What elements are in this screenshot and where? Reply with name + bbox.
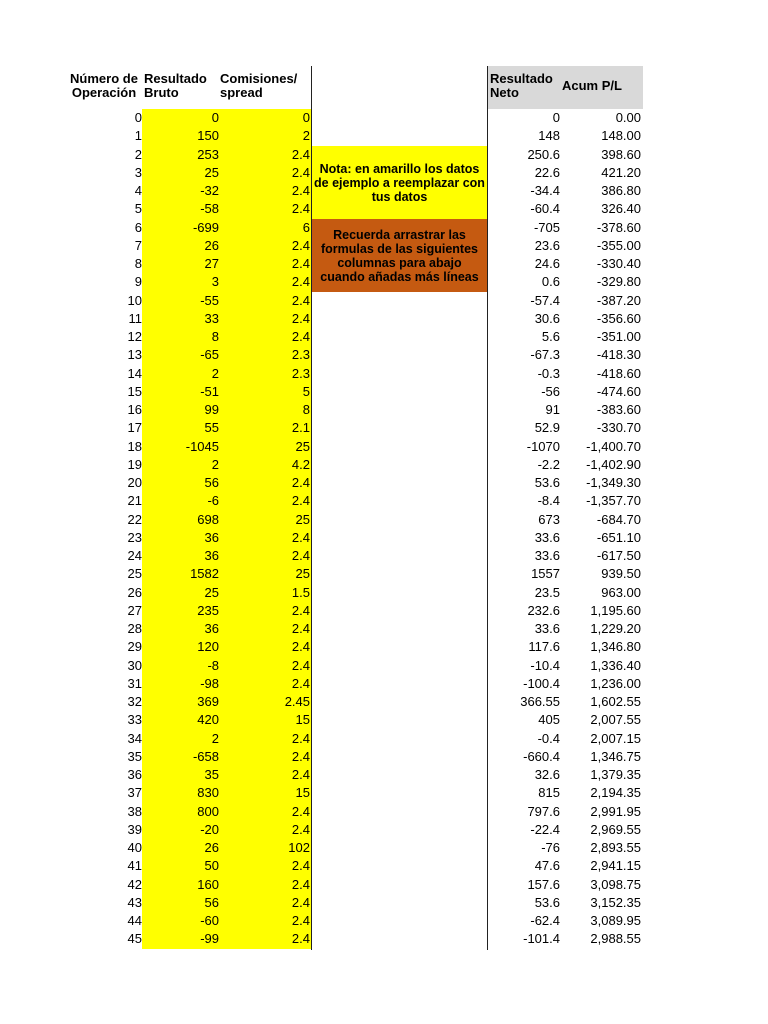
commission-cell[interactable]: 2.4 xyxy=(291,310,310,326)
gross-result-cell[interactable]: 150 xyxy=(197,128,219,144)
net-result-cell[interactable]: 250.6 xyxy=(527,146,560,162)
table-row xyxy=(0,730,768,748)
commission-cell[interactable]: 2.4 xyxy=(291,548,310,563)
operation-number-cell[interactable]: 18 xyxy=(127,438,142,454)
commission-cell[interactable]: 2.4 xyxy=(291,256,310,271)
commission-cell[interactable]: 2.4 xyxy=(291,237,310,253)
header-commission-spread[interactable]: Comisiones/ spread xyxy=(220,71,298,100)
gross-result-cell[interactable]: 50 xyxy=(204,858,219,874)
table-row xyxy=(0,638,768,656)
table-row xyxy=(0,748,768,766)
gross-result-cell[interactable]: 33 xyxy=(204,310,219,326)
operation-number-cell[interactable]: 41 xyxy=(127,858,142,874)
operation-number-cell[interactable]: 6 xyxy=(134,219,142,235)
operation-number-cell[interactable]: 4 xyxy=(134,183,142,198)
net-result-cell[interactable]: 33.6 xyxy=(534,529,560,545)
cumulative-pl-cell[interactable]: -355.00 xyxy=(596,237,641,253)
operation-number-cell[interactable]: 29 xyxy=(127,639,142,655)
operation-number-cell[interactable]: 31 xyxy=(127,675,142,691)
gross-result-cell[interactable]: 2 xyxy=(211,730,219,746)
gross-result-cell[interactable]: 27 xyxy=(204,256,219,271)
header-gross-result[interactable]: Resultado Bruto xyxy=(144,71,207,100)
operation-number-cell[interactable]: 13 xyxy=(127,347,142,363)
cumulative-pl-cell[interactable]: -383.60 xyxy=(596,402,641,417)
table-row xyxy=(0,219,768,237)
gross-result-cell[interactable]: -55 xyxy=(200,292,219,308)
cumulative-pl-cell[interactable]: -378.60 xyxy=(596,219,641,235)
table-row xyxy=(0,930,768,948)
table-row xyxy=(0,146,768,164)
commission-cell[interactable]: 2.3 xyxy=(291,365,310,381)
operation-number-cell[interactable]: 25 xyxy=(127,566,142,582)
table-row xyxy=(0,419,768,437)
header-operation-number[interactable]: Número de Operación xyxy=(70,71,138,100)
table-row xyxy=(0,547,768,565)
operation-number-cell[interactable]: 33 xyxy=(127,712,142,728)
cumulative-pl-cell[interactable]: 2,941.15 xyxy=(590,858,641,874)
cumulative-pl-cell[interactable]: -356.60 xyxy=(596,310,641,326)
net-result-cell[interactable]: 148 xyxy=(538,128,560,144)
gross-result-cell[interactable]: 8 xyxy=(211,329,219,344)
cumulative-pl-cell[interactable]: 1,602.55 xyxy=(590,694,641,709)
gross-result-cell[interactable]: 26 xyxy=(204,237,219,253)
cumulative-pl-cell[interactable]: -1,357.70 xyxy=(586,493,641,509)
cumulative-pl-cell[interactable]: 963.00 xyxy=(601,584,641,600)
table-row xyxy=(0,803,768,821)
commission-cell[interactable]: 5 xyxy=(302,383,310,399)
table-row xyxy=(0,474,768,492)
net-result-cell[interactable]: 815 xyxy=(538,785,560,801)
commission-cell[interactable]: 15 xyxy=(295,785,310,801)
commission-cell[interactable]: 2.4 xyxy=(291,493,310,509)
net-result-cell[interactable]: 797.6 xyxy=(527,803,560,819)
cumulative-pl-cell[interactable]: 2,991.95 xyxy=(590,803,641,819)
operation-number-cell[interactable]: 15 xyxy=(127,383,142,399)
table-row xyxy=(0,766,768,784)
net-result-cell[interactable]: 53.6 xyxy=(534,894,560,910)
net-result-cell[interactable]: -10.4 xyxy=(530,657,560,673)
operation-number-cell[interactable]: 7 xyxy=(134,237,142,253)
table-row xyxy=(0,237,768,255)
net-result-cell[interactable]: -0.4 xyxy=(537,730,560,746)
operation-number-cell[interactable]: 35 xyxy=(127,748,142,764)
commission-cell[interactable]: 2 xyxy=(302,128,310,144)
gross-result-cell[interactable]: -58 xyxy=(200,201,219,217)
gross-result-cell[interactable]: -65 xyxy=(200,347,219,363)
operation-number-cell[interactable]: 0 xyxy=(134,110,142,125)
gross-result-cell[interactable]: 160 xyxy=(197,876,219,892)
cumulative-pl-cell[interactable]: -684.70 xyxy=(596,511,641,527)
net-result-cell[interactable]: -62.4 xyxy=(530,913,560,928)
table-row xyxy=(0,365,768,383)
gross-result-cell[interactable]: 369 xyxy=(197,694,219,709)
table-row xyxy=(0,839,768,857)
operation-number-cell[interactable]: 39 xyxy=(127,821,142,837)
operation-number-cell[interactable]: 26 xyxy=(127,584,142,600)
commission-cell[interactable]: 2.4 xyxy=(291,475,310,490)
gross-result-cell[interactable]: -658 xyxy=(192,748,219,764)
net-result-cell[interactable]: 24.6 xyxy=(534,256,560,271)
commission-cell[interactable]: 2.4 xyxy=(291,292,310,308)
gross-result-cell[interactable]: 2 xyxy=(211,365,219,381)
operation-number-cell[interactable]: 45 xyxy=(127,931,142,947)
table-row xyxy=(0,511,768,529)
cumulative-pl-cell[interactable]: -1,402.90 xyxy=(586,456,641,472)
cumulative-pl-cell[interactable]: 421.20 xyxy=(601,164,641,180)
table-row xyxy=(0,529,768,547)
net-result-cell[interactable]: 30.6 xyxy=(534,310,560,326)
net-result-cell[interactable]: 232.6 xyxy=(527,602,560,618)
gross-result-cell[interactable]: 698 xyxy=(197,511,219,527)
net-result-cell[interactable]: 5.6 xyxy=(541,329,560,344)
gross-result-cell[interactable]: 36 xyxy=(204,621,219,636)
cumulative-pl-cell[interactable]: 2,007.15 xyxy=(590,730,641,746)
cumulative-pl-cell[interactable]: 0.00 xyxy=(615,110,641,125)
cumulative-pl-cell[interactable]: 1,379.35 xyxy=(590,767,641,782)
commission-cell[interactable]: 8 xyxy=(302,402,310,417)
cumulative-pl-cell[interactable]: -351.00 xyxy=(596,329,641,344)
cumulative-pl-cell[interactable]: 1,336.40 xyxy=(590,657,641,673)
commission-cell[interactable]: 2.4 xyxy=(291,657,310,673)
table-row xyxy=(0,383,768,401)
cumulative-pl-cell[interactable]: 1,195.60 xyxy=(590,602,641,618)
commission-cell[interactable]: 2.4 xyxy=(291,183,310,198)
table-row xyxy=(0,328,768,346)
operation-number-cell[interactable]: 23 xyxy=(127,529,142,545)
gross-result-cell[interactable]: 1582 xyxy=(190,566,219,582)
operation-number-cell[interactable]: 22 xyxy=(127,511,142,527)
net-result-cell[interactable]: 23.5 xyxy=(534,584,560,600)
cumulative-pl-cell[interactable]: 326.40 xyxy=(601,201,641,217)
net-result-cell[interactable]: -34.4 xyxy=(530,183,560,198)
table-row xyxy=(0,711,768,729)
operation-number-cell[interactable]: 14 xyxy=(127,365,142,381)
net-result-cell[interactable]: -57.4 xyxy=(530,292,560,308)
gross-result-cell[interactable]: -98 xyxy=(200,675,219,691)
table-row xyxy=(0,127,768,145)
net-result-cell[interactable]: -2.2 xyxy=(537,456,560,472)
operation-number-cell[interactable]: 43 xyxy=(127,894,142,910)
gross-result-cell[interactable]: 56 xyxy=(204,475,219,490)
operation-number-cell[interactable]: 37 xyxy=(127,785,142,801)
gross-result-cell[interactable]: 0 xyxy=(211,110,219,125)
commission-cell[interactable]: 25 xyxy=(295,511,310,527)
table-row xyxy=(0,912,768,930)
net-result-cell[interactable]: -67.3 xyxy=(530,347,560,363)
commission-cell[interactable]: 2.45 xyxy=(284,694,310,709)
cumulative-pl-cell[interactable]: 3,098.75 xyxy=(590,876,641,892)
commission-cell[interactable]: 2.4 xyxy=(291,894,310,910)
gross-result-cell[interactable]: 36 xyxy=(204,529,219,545)
net-result-cell[interactable]: -22.4 xyxy=(530,821,560,837)
commission-cell[interactable]: 2.4 xyxy=(291,274,310,290)
gross-result-cell[interactable]: 235 xyxy=(197,602,219,618)
cumulative-pl-cell[interactable]: 3,152.35 xyxy=(590,894,641,910)
commission-cell[interactable]: 2.4 xyxy=(291,748,310,764)
table-row xyxy=(0,602,768,620)
note-yellow-text: Nota: en amarillo los datos de ejemplo a reemplazar con tus datos xyxy=(314,161,485,204)
cumulative-pl-cell[interactable]: 2,969.55 xyxy=(590,821,641,837)
table-row xyxy=(0,401,768,419)
commission-cell[interactable]: 2.4 xyxy=(291,639,310,655)
operation-number-cell[interactable]: 42 xyxy=(127,876,142,892)
table-row xyxy=(0,876,768,894)
gross-result-cell[interactable]: -699 xyxy=(192,219,219,235)
operation-number-cell[interactable]: 24 xyxy=(127,548,142,563)
net-result-cell[interactable]: 405 xyxy=(538,712,560,728)
gross-result-cell[interactable]: 99 xyxy=(204,402,219,417)
operation-number-cell[interactable]: 30 xyxy=(127,657,142,673)
data-rows xyxy=(0,109,768,949)
commission-cell[interactable]: 2.1 xyxy=(291,420,310,436)
gross-result-cell[interactable]: 120 xyxy=(197,639,219,655)
gross-result-cell[interactable]: 420 xyxy=(197,712,219,728)
commission-cell[interactable]: 0 xyxy=(302,110,310,125)
net-result-cell[interactable]: -660.4 xyxy=(523,748,560,764)
cumulative-pl-cell[interactable]: -474.60 xyxy=(596,383,641,399)
net-result-cell[interactable]: 53.6 xyxy=(534,475,560,490)
gross-result-cell[interactable]: 2 xyxy=(211,456,219,472)
header-cumulative-pl[interactable]: Acum P/L xyxy=(562,78,622,93)
net-result-cell[interactable]: 33.6 xyxy=(534,548,560,563)
commission-cell[interactable]: 25 xyxy=(295,438,310,454)
gross-result-cell[interactable]: 3 xyxy=(211,274,219,290)
cumulative-pl-cell[interactable]: -1,349.30 xyxy=(586,475,641,490)
gross-result-cell[interactable]: 25 xyxy=(204,584,219,600)
net-result-cell[interactable]: -101.4 xyxy=(523,931,560,947)
cumulative-pl-cell[interactable]: 1,346.80 xyxy=(590,639,641,655)
operation-number-cell[interactable]: 28 xyxy=(127,621,142,636)
table-row xyxy=(0,182,768,200)
operation-number-cell[interactable]: 16 xyxy=(127,402,142,417)
cumulative-pl-cell[interactable]: -330.40 xyxy=(596,256,641,271)
operation-number-cell[interactable]: 9 xyxy=(134,274,142,290)
gross-result-cell[interactable]: -1045 xyxy=(185,438,219,454)
commission-cell[interactable]: 2.3 xyxy=(291,347,310,363)
table-row xyxy=(0,857,768,875)
gross-result-cell[interactable]: 830 xyxy=(197,785,219,801)
net-result-cell[interactable]: -76 xyxy=(541,840,560,855)
commission-cell[interactable]: 2.4 xyxy=(291,201,310,217)
table-row xyxy=(0,310,768,328)
operation-number-cell[interactable]: 32 xyxy=(127,694,142,709)
commission-cell[interactable]: 2.4 xyxy=(291,858,310,874)
gross-result-cell[interactable]: -8 xyxy=(207,657,219,673)
commission-cell[interactable]: 2.4 xyxy=(291,931,310,947)
net-result-cell[interactable]: 47.6 xyxy=(534,858,560,874)
net-result-cell[interactable]: 91 xyxy=(545,402,560,417)
table-row xyxy=(0,200,768,218)
table-row xyxy=(0,164,768,182)
net-result-cell[interactable]: -1070 xyxy=(526,438,560,454)
gross-result-cell[interactable]: 56 xyxy=(204,894,219,910)
cumulative-pl-cell[interactable]: 148.00 xyxy=(601,128,641,144)
operation-number-cell[interactable]: 8 xyxy=(134,256,142,271)
table-row xyxy=(0,821,768,839)
net-result-cell[interactable]: 1557 xyxy=(531,566,560,582)
operation-number-cell[interactable]: 17 xyxy=(127,420,142,436)
net-result-cell[interactable]: -60.4 xyxy=(530,201,560,217)
cumulative-pl-cell[interactable]: 1,346.75 xyxy=(590,748,641,764)
operation-number-cell[interactable]: 3 xyxy=(134,164,142,180)
gross-result-cell[interactable]: 36 xyxy=(204,548,219,563)
operation-number-cell[interactable]: 38 xyxy=(127,803,142,819)
commission-cell[interactable]: 15 xyxy=(295,712,310,728)
gross-result-cell[interactable]: 800 xyxy=(197,803,219,819)
operation-number-cell[interactable]: 10 xyxy=(127,292,142,308)
cumulative-pl-cell[interactable]: 3,089.95 xyxy=(590,913,641,928)
commission-cell[interactable]: 102 xyxy=(288,840,310,855)
cumulative-pl-cell[interactable]: -330.70 xyxy=(596,420,641,436)
cumulative-pl-cell[interactable]: 2,194.35 xyxy=(590,785,641,801)
net-result-cell[interactable]: 22.6 xyxy=(534,164,560,180)
operation-number-cell[interactable]: 20 xyxy=(127,475,142,490)
cumulative-pl-cell[interactable]: 398.60 xyxy=(601,146,641,162)
table-row xyxy=(0,255,768,273)
operation-number-cell[interactable]: 44 xyxy=(127,913,142,928)
cumulative-pl-cell[interactable]: -651.10 xyxy=(596,529,641,545)
operation-number-cell[interactable]: 34 xyxy=(127,730,142,746)
gross-result-cell[interactable]: -60 xyxy=(200,913,219,928)
commission-cell[interactable]: 2.4 xyxy=(291,675,310,691)
cumulative-pl-cell[interactable]: 386.80 xyxy=(601,183,641,198)
net-result-cell[interactable]: 117.6 xyxy=(528,639,560,655)
commission-cell[interactable]: 2.4 xyxy=(291,803,310,819)
table-row xyxy=(0,584,768,602)
operation-number-cell[interactable]: 11 xyxy=(128,310,142,326)
table-row xyxy=(0,657,768,675)
net-result-cell[interactable]: 0.6 xyxy=(541,274,560,290)
commission-cell[interactable]: 2.4 xyxy=(291,876,310,892)
header-net-result[interactable]: Resultado Neto xyxy=(490,71,553,100)
cumulative-pl-cell[interactable]: 1,229.20 xyxy=(590,621,641,636)
operation-number-cell[interactable]: 36 xyxy=(127,767,142,782)
cumulative-pl-cell[interactable]: 1,236.00 xyxy=(590,675,641,691)
net-result-cell[interactable]: 673 xyxy=(538,511,560,527)
cumulative-pl-cell[interactable]: -1,400.70 xyxy=(586,438,641,454)
table-row xyxy=(0,109,768,127)
table-row xyxy=(0,894,768,912)
operation-number-cell[interactable]: 40 xyxy=(127,840,142,855)
gross-result-cell[interactable]: -20 xyxy=(200,821,219,837)
net-result-cell[interactable]: 52.9 xyxy=(534,420,560,436)
cumulative-pl-cell[interactable]: -418.30 xyxy=(596,347,641,363)
net-result-cell[interactable]: -705 xyxy=(533,219,560,235)
commission-cell[interactable]: 2.4 xyxy=(291,767,310,782)
net-result-cell[interactable]: 366.55 xyxy=(520,694,560,709)
operation-number-cell[interactable]: 27 xyxy=(127,602,142,618)
table-row xyxy=(0,292,768,310)
net-result-cell[interactable]: 33.6 xyxy=(534,621,560,636)
net-result-cell[interactable]: 32.6 xyxy=(534,767,560,782)
cumulative-pl-cell[interactable]: -329.80 xyxy=(596,274,641,290)
commission-cell[interactable]: 2.4 xyxy=(291,602,310,618)
commission-cell[interactable]: 2.4 xyxy=(291,164,310,180)
cumulative-pl-cell[interactable]: -418.60 xyxy=(596,365,641,381)
table-row xyxy=(0,438,768,456)
operation-number-cell[interactable]: 1 xyxy=(134,128,142,144)
note-orange-text: Recuerda arrastrar las formulas de las siguientes columnas para abajo cuando añadas más líneas xyxy=(320,227,479,284)
net-result-cell[interactable]: -56 xyxy=(541,383,560,399)
operation-number-cell[interactable]: 19 xyxy=(127,456,142,472)
commission-cell[interactable]: 2.4 xyxy=(291,913,310,928)
commission-cell[interactable]: 6 xyxy=(302,219,310,235)
operation-number-cell[interactable]: 21 xyxy=(127,493,142,509)
gross-result-cell[interactable]: 253 xyxy=(197,146,219,162)
cumulative-pl-cell[interactable]: 939.50 xyxy=(601,566,641,582)
operation-number-cell[interactable]: 5 xyxy=(134,201,142,217)
cumulative-pl-cell[interactable]: -387.20 xyxy=(596,292,641,308)
table-row xyxy=(0,565,768,583)
cumulative-pl-cell[interactable]: 2,893.55 xyxy=(590,840,641,855)
commission-cell[interactable]: 1.5 xyxy=(291,584,310,600)
table-row xyxy=(0,456,768,474)
net-result-cell[interactable]: 0 xyxy=(552,110,560,125)
net-result-cell[interactable]: 157.6 xyxy=(527,876,560,892)
net-result-cell[interactable]: -8.4 xyxy=(537,493,560,509)
operation-number-cell[interactable]: 2 xyxy=(134,146,142,162)
net-result-cell[interactable]: -100.4 xyxy=(523,675,560,691)
operation-number-cell[interactable]: 12 xyxy=(127,329,142,344)
gross-result-cell[interactable]: 35 xyxy=(204,767,219,782)
table-row xyxy=(0,675,768,693)
commission-cell[interactable]: 2.4 xyxy=(291,529,310,545)
cumulative-pl-cell[interactable]: 2,007.55 xyxy=(590,712,641,728)
gross-result-cell[interactable]: -99 xyxy=(200,931,219,947)
table-row xyxy=(0,620,768,638)
table-row xyxy=(0,346,768,364)
gross-result-cell[interactable]: -32 xyxy=(200,183,219,198)
table-row xyxy=(0,492,768,510)
gross-result-cell[interactable]: -51 xyxy=(200,383,219,399)
table-row xyxy=(0,273,768,291)
gross-result-cell[interactable]: 55 xyxy=(204,420,219,436)
gross-result-cell[interactable]: 25 xyxy=(204,164,219,180)
gross-result-cell[interactable]: -6 xyxy=(207,493,219,509)
gross-result-cell[interactable]: 26 xyxy=(204,840,219,855)
table-row xyxy=(0,784,768,802)
cumulative-pl-cell[interactable]: 2,988.55 xyxy=(590,931,641,947)
commission-cell[interactable]: 2.4 xyxy=(291,329,310,344)
commission-cell[interactable]: 25 xyxy=(295,566,310,582)
commission-cell[interactable]: 2.4 xyxy=(291,821,310,837)
commission-cell[interactable]: 2.4 xyxy=(291,730,310,746)
net-result-cell[interactable]: 23.6 xyxy=(534,237,560,253)
table-row xyxy=(0,693,768,711)
commission-cell[interactable]: 2.4 xyxy=(291,146,310,162)
commission-cell[interactable]: 4.2 xyxy=(291,456,310,472)
cumulative-pl-cell[interactable]: -617.50 xyxy=(596,548,641,563)
net-result-cell[interactable]: -0.3 xyxy=(537,365,560,381)
commission-cell[interactable]: 2.4 xyxy=(291,621,310,636)
